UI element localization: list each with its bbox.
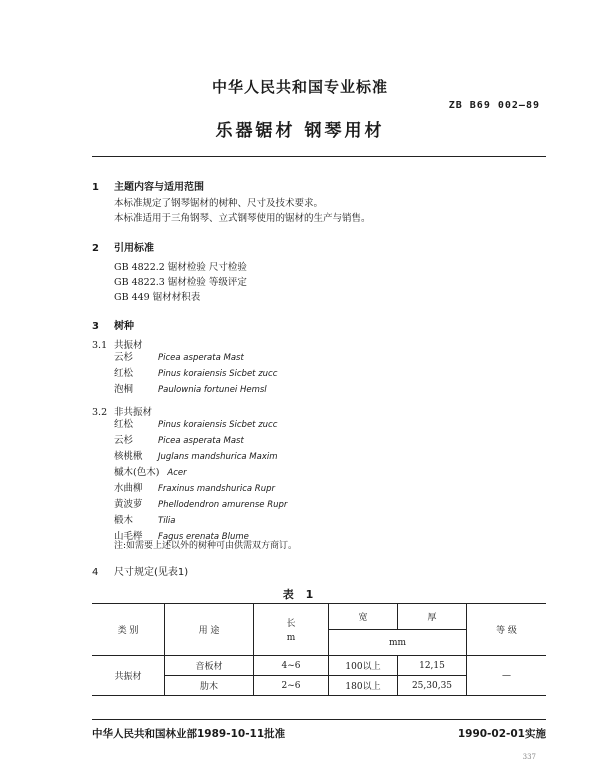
header-divider bbox=[92, 156, 546, 157]
species-item: 山毛榉 Fagus erenata Blume bbox=[114, 531, 249, 542]
section-1-heading bbox=[92, 178, 204, 193]
section-number: 1 bbox=[92, 182, 99, 193]
header-width: 宽 bbox=[329, 604, 398, 630]
section-title: 树种 bbox=[114, 321, 134, 332]
width-cell: 180以上 bbox=[329, 676, 398, 696]
subsection-title: 非共振材 bbox=[114, 407, 153, 418]
species-item: 云杉 Picea asperata Mast bbox=[114, 435, 244, 446]
subsection-number: 3.1 bbox=[92, 340, 108, 351]
section-number: 2 bbox=[92, 243, 99, 254]
thickness-cell: 12,15 bbox=[398, 656, 467, 676]
header-usage: 用 途 bbox=[165, 604, 254, 656]
approval-line: 中华人民共和国林业部1989-10-11批准 bbox=[92, 728, 286, 740]
section-title: 尺寸规定(见表1) bbox=[114, 567, 189, 578]
table-title: 表 1 bbox=[282, 588, 318, 601]
section-2-heading bbox=[92, 239, 154, 254]
header-grade: 等 级 bbox=[467, 604, 547, 656]
species-item: 水曲柳 Fraxinus mandshurica Rupr bbox=[114, 483, 275, 494]
section-4-heading bbox=[92, 563, 188, 578]
usage-cell: 肋木 bbox=[165, 676, 254, 696]
paragraph: 本标准适用于三角钢琴、立式钢琴使用的锯材的生产与销售。 bbox=[114, 213, 371, 224]
paragraph: 本标准规定了钢琴锯材的树种、尺寸及技术要求。 bbox=[114, 198, 324, 209]
section-1-body bbox=[114, 196, 371, 226]
length-cell: 4~6 bbox=[254, 656, 329, 676]
dimension-table bbox=[92, 603, 546, 696]
species-item: 椴木 Tilia bbox=[114, 515, 176, 526]
implementation-date: 1990-02-01实施 bbox=[457, 728, 546, 740]
species-item: 核桃楸 Juglans mandshurica Maxim bbox=[114, 451, 278, 462]
issuing-organization: 中华人民共和国专业标准 bbox=[211, 78, 388, 96]
subsection-number: 3.2 bbox=[92, 407, 108, 418]
footer-divider bbox=[92, 719, 546, 720]
reference-item: GB 4822.2 锯材检验 尺寸检验 bbox=[114, 262, 247, 273]
section-title: 引用标准 bbox=[114, 243, 154, 254]
section-number: 3 bbox=[92, 321, 99, 332]
thickness-cell: 25,30,35 bbox=[398, 676, 467, 696]
header-thickness: 厚 bbox=[398, 604, 467, 630]
subsection-title: 共振材 bbox=[114, 340, 143, 351]
subsection-3-1-heading bbox=[92, 337, 143, 351]
header-length bbox=[254, 604, 329, 656]
category-cell: 共振材 bbox=[92, 656, 165, 696]
reference-item: GB 449 锯材材积表 bbox=[114, 292, 201, 303]
length-cell: 2~6 bbox=[254, 676, 329, 696]
species-item: 红松 Pinus koraiensis Sicbet zucc bbox=[114, 419, 278, 430]
species-item: 槭木(色木) Acer bbox=[114, 467, 187, 478]
reference-item: GB 4822.3 锯材检验 等级评定 bbox=[114, 277, 247, 288]
header-mm-unit: mm bbox=[329, 630, 467, 656]
document-title: 乐器锯材 钢琴用材 bbox=[215, 121, 385, 141]
section-title: 主题内容与适用范围 bbox=[114, 182, 204, 193]
table-row bbox=[92, 656, 546, 676]
resonance-species-list bbox=[114, 350, 277, 398]
non-resonance-species-list bbox=[114, 417, 287, 545]
width-cell: 100以上 bbox=[329, 656, 398, 676]
standard-code: ZB B69 002—89 bbox=[448, 100, 540, 111]
usage-cell: 音板材 bbox=[165, 656, 254, 676]
section-3-heading bbox=[92, 317, 134, 332]
length-unit: m bbox=[286, 633, 296, 643]
species-item: 黄波萝 Phellodendron amurense Rupr bbox=[114, 499, 288, 510]
length-label: 长 bbox=[286, 619, 296, 629]
species-item: 泡桐 Paulownia fortunei Hemsl bbox=[114, 384, 267, 395]
grade-cell: — bbox=[467, 656, 547, 696]
species-item: 云杉 Picea asperata Mast bbox=[114, 352, 244, 363]
subsection-3-2-heading bbox=[92, 404, 152, 418]
header-category: 类 别 bbox=[92, 604, 165, 656]
species-note: 注:如需要上述以外的树种可由供需双方商订。 bbox=[114, 541, 298, 551]
species-item: 红松 Pinus koraiensis Sicbet zucc bbox=[114, 368, 278, 379]
page-number: 337 bbox=[522, 753, 536, 761]
reference-list bbox=[114, 260, 247, 305]
section-number: 4 bbox=[92, 567, 99, 578]
